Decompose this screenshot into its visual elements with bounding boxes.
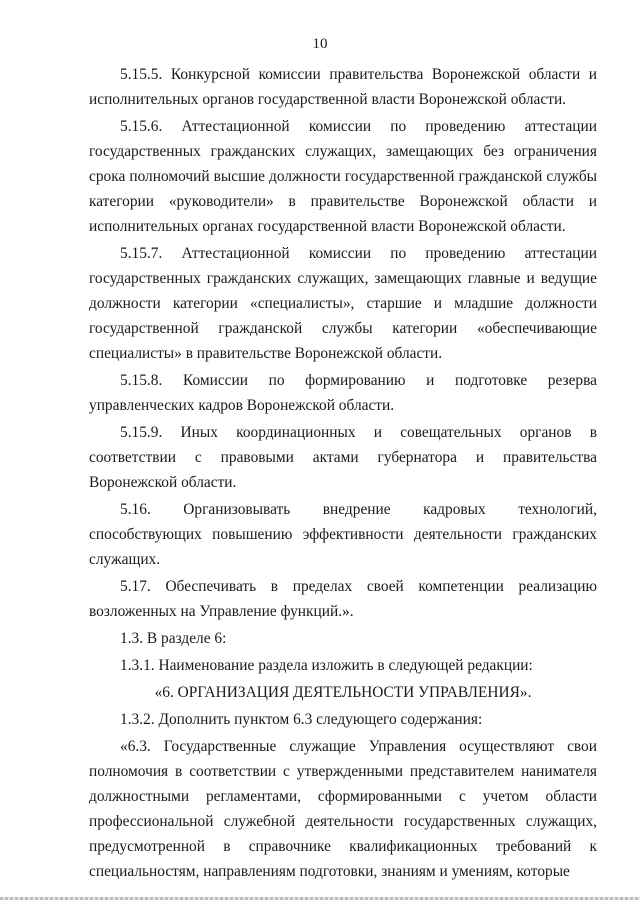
paragraph-5-17: 5.17. Обеспечивать в пределах своей компетенции реализацию возложенных на Управление функций.».	[89, 578, 597, 620]
paragraph-6-3: «6.3. Государственные служащие Управления осуществляют свои полномочия в соответствии с утвержденными представителем нанимателя должностными регламентами, сформированными с учетом области профессиональной служебной деятельности государственных служащих, предусмотренной в справочнике квалификационных требований к специальностям, направлениям подготовки, знаниям и умениям, которые	[89, 738, 597, 880]
section-heading: «6. ОРГАНИЗАЦИЯ ДЕЯТЕЛЬНОСТИ УПРАВЛЕНИЯ».	[154, 684, 532, 701]
paragraph-5-15-6: 5.15.6. Аттестационной комиссии по проведению аттестации государственных гражданских служащих, замещающих без ограничения срока полномочий высшие должности государственной гражданской службы категории «руководители» в правительстве Воронежской области и исполнительных органах государственной власти Воронежской области.	[89, 118, 597, 235]
paragraph-5-15-7: 5.15.7. Аттестационной комиссии по проведению аттестации государственных гражданских служащих, замещающих главные и ведущие должности категории «специалисты», старшие и младшие должности государственной гражданской службы категории «обеспечивающие специалисты» в правительстве Воронежской области.	[89, 245, 597, 362]
paragraph-5-15-8: 5.15.8. Комиссии по формированию и подготовке резерва управленческих кадров Воронежской области.	[89, 372, 597, 414]
paragraph-1-3: 1.3. В разделе 6:	[120, 630, 227, 647]
paragraph-5-16: 5.16. Организовывать внедрение кадровых технологий, способствующих повышению эффективности деятельности гражданских служащих.	[89, 501, 597, 568]
paragraph-1-3-2: 1.3.2. Дополнить пунктом 6.3 следующего содержания:	[120, 711, 483, 728]
paragraph-5-15-5: 5.15.5. Конкурсной комиссии правительства Воронежской области и исполнительных органов государственной власти Воронежской области.	[89, 66, 597, 108]
paragraph-5-15-9: 5.15.9. Иных координационных и совещательных органов в соответствии с правовыми актами губернатора и правительства Воронежской области.	[89, 424, 597, 491]
paragraph-1-3-1: 1.3.1. Наименование раздела изложить в следующей редакции:	[120, 657, 533, 674]
page-number: 10	[312, 36, 328, 52]
document-body	[89, 62, 597, 886]
